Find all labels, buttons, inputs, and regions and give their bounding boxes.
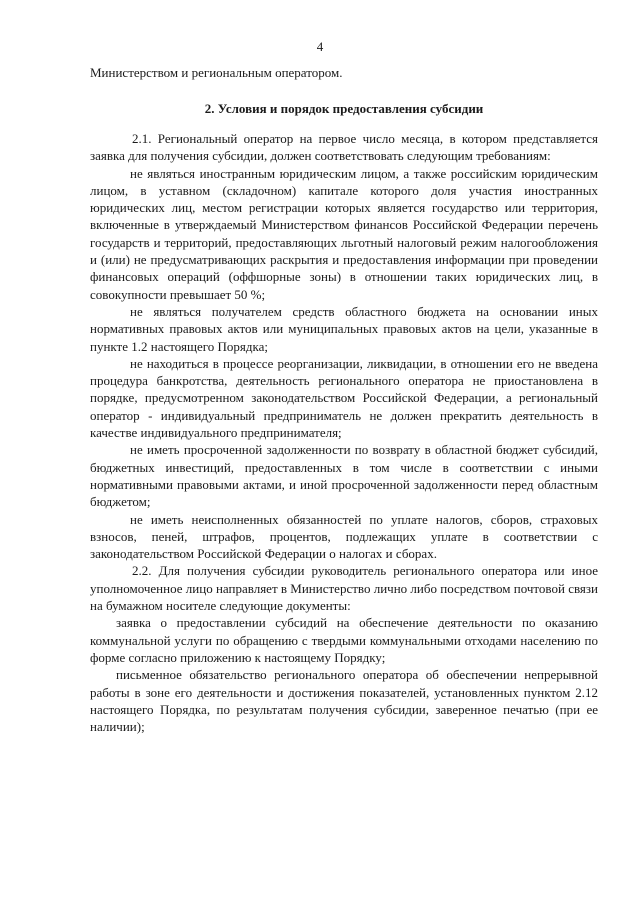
section-heading: 2. Условия и порядок предоставления субсидии xyxy=(204,101,484,116)
paragraph-2-2: 2.2. Для получения субсидии руководитель регионального оператора или иное уполномоченное лицо направляет в Министерство лично либо посредством почтовой связи на бумажном носителе следующие документы: xyxy=(90,563,598,614)
section-body xyxy=(90,130,598,735)
requirement-foreign-entity: не являться иностранным юридическим лицом, а также российским юридическим лицом, в уставном (складочном) капитале которого доля участия иностранных юридических лиц, местом регистрации которых является государство или территория, включенные в утверждаемый Министерством финансов Российской Федерации перечень государств и территорий, предоставляющих льготный налоговый режим налогообложения и (или) не предусматривающих раскрытия и предоставления информации при проведении финансовых операций (оффшорные зоны) в отношении таких юридических лиц, в совокупности превышает 50 %; xyxy=(90,165,598,302)
requirement-overdue-debt: не иметь просроченной задолженности по возврату в областной бюджет субсидий, бюджетных инвестиций, предоставленных в том числе в соответствии с иными нормативными правовыми актами, и иной просроченной задолженности перед областным бюджетом; xyxy=(90,442,598,510)
document-obligation: письменное обязательство регионального оператора об обеспечении непрерывной работы в зоне его деятельности и достижения показателей, установленных пунктом 2.12 настоящего Порядка, по результатам получения субсидии, заверенное печатью (при ее наличии); xyxy=(90,667,598,735)
requirement-reorganization: не находиться в процессе реорганизации, ликвидации, в отношении его не введена процедура банкротства, деятельность регионального оператора не приостановлена в порядке, предусмотренном законодательством Российской Федерации, а региональный оператор - индивидуальный предприниматель не должен прекратить деятельность в качестве индивидуального предпринимателя; xyxy=(90,355,598,441)
requirement-budget-recipient: не являться получателем средств областного бюджета на основании иных нормативных правовых актов или муниципальных правовых актов на цели, указанные в пункте 1.2 настоящего Порядка; xyxy=(90,303,598,354)
document-application: заявка о предоставлении субсидий на обеспечение деятельности по оказанию коммунальной услуги по обращению с твердыми коммунальными отходами населению по форме согласно приложению к настоящему Порядку; xyxy=(90,615,598,665)
requirement-tax-obligations: не иметь неисполненных обязанностей по уплате налогов, сборов, страховых взносов, пеней, штрафов, процентов, подлежащих уплате в соответствии с законодательством Российской Федерации о налогах и сборах. xyxy=(90,511,598,562)
paragraph-2-1: 2.1. Региональный оператор на первое число месяца, в котором представляется заявка для получения субсидии, должен соответствовать следующим требованиям: xyxy=(90,131,598,164)
page-number: 4 xyxy=(316,39,324,54)
continuation-text: Министерством и региональным оператором. xyxy=(90,65,343,80)
